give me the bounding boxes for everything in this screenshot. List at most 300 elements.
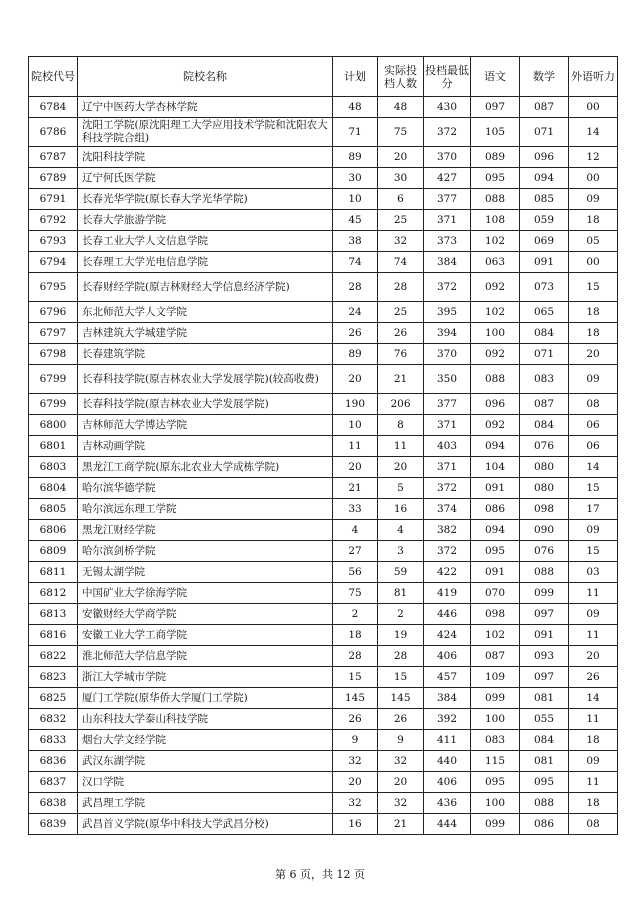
cell-chinese: 089 <box>471 147 520 168</box>
cell-min-score: 424 <box>424 625 471 646</box>
cell-min-score: 371 <box>424 210 471 231</box>
table-row <box>29 730 618 751</box>
cell-actual: 81 <box>378 583 424 604</box>
cell-name: 黑龙江财经学院 <box>78 520 333 541</box>
cell-math: 069 <box>520 231 569 252</box>
cell-chinese: 102 <box>471 625 520 646</box>
cell-min-score: 384 <box>424 252 471 273</box>
cell-name: 长春财经学院(原吉林财经大学信息经济学院) <box>78 273 333 302</box>
cell-chinese: 092 <box>471 415 520 436</box>
cell-code: 6787 <box>29 147 78 168</box>
cell-name: 山东科技大学泰山科技学院 <box>78 709 333 730</box>
cell-math: 087 <box>520 97 569 118</box>
cell-actual: 28 <box>378 273 424 302</box>
table-row <box>29 394 618 415</box>
cell-name: 长春建筑学院 <box>78 344 333 365</box>
cell-actual: 19 <box>378 625 424 646</box>
cell-math: 096 <box>520 147 569 168</box>
cell-min-score: 382 <box>424 520 471 541</box>
cell-code: 6803 <box>29 457 78 478</box>
cell-name: 沈阳工学院(原沈阳理工大学应用技术学院和沈阳农大科技学院合组) <box>78 118 333 147</box>
cell-actual: 2 <box>378 604 424 625</box>
cell-plan: 28 <box>333 273 378 302</box>
cell-min-score: 403 <box>424 436 471 457</box>
cell-name: 吉林师范大学博达学院 <box>78 415 333 436</box>
cell-code: 6816 <box>29 625 78 646</box>
cell-min-score: 394 <box>424 323 471 344</box>
cell-chinese: 102 <box>471 302 520 323</box>
cell-min-score: 406 <box>424 646 471 667</box>
cell-listening: 14 <box>569 688 618 709</box>
header-actual: 实际投档人数 <box>378 57 424 97</box>
cell-name: 哈尔滨华德学院 <box>78 478 333 499</box>
cell-math: 097 <box>520 604 569 625</box>
cell-math: 086 <box>520 814 569 835</box>
cell-listening: 12 <box>569 147 618 168</box>
cell-min-score: 370 <box>424 344 471 365</box>
cell-name: 烟台大学文经学院 <box>78 730 333 751</box>
cell-name: 武昌理工学院 <box>78 793 333 814</box>
cell-min-score: 371 <box>424 457 471 478</box>
cell-chinese: 095 <box>471 168 520 189</box>
table-row <box>29 273 618 302</box>
header-name: 院校名称 <box>78 57 333 97</box>
table-row <box>29 604 618 625</box>
cell-actual: 32 <box>378 751 424 772</box>
cell-name: 安徽财经大学商学院 <box>78 604 333 625</box>
table-row <box>29 415 618 436</box>
cell-name: 东北师范大学人文学院 <box>78 302 333 323</box>
table-row <box>29 814 618 835</box>
cell-min-score: 430 <box>424 97 471 118</box>
cell-name: 长春科技学院(原吉林农业大学发展学院) <box>78 394 333 415</box>
table-row <box>29 97 618 118</box>
cell-listening: 09 <box>569 365 618 394</box>
cell-name: 吉林建筑大学城建学院 <box>78 323 333 344</box>
cell-plan: 16 <box>333 814 378 835</box>
cell-listening: 08 <box>569 814 618 835</box>
cell-math: 055 <box>520 709 569 730</box>
cell-plan: 33 <box>333 499 378 520</box>
cell-name: 哈尔滨远东理工学院 <box>78 499 333 520</box>
cell-name: 长春大学旅游学院 <box>78 210 333 231</box>
cell-math: 080 <box>520 478 569 499</box>
cell-min-score: 373 <box>424 231 471 252</box>
cell-code: 6811 <box>29 562 78 583</box>
cell-chinese: 099 <box>471 814 520 835</box>
table-row <box>29 302 618 323</box>
cell-chinese: 088 <box>471 189 520 210</box>
cell-min-score: 422 <box>424 562 471 583</box>
cell-math: 087 <box>520 394 569 415</box>
cell-math: 094 <box>520 168 569 189</box>
table-row <box>29 365 618 394</box>
cell-math: 059 <box>520 210 569 231</box>
cell-chinese: 092 <box>471 273 520 302</box>
cell-chinese: 109 <box>471 667 520 688</box>
table-row <box>29 625 618 646</box>
cell-chinese: 100 <box>471 709 520 730</box>
cell-math: 091 <box>520 625 569 646</box>
cell-code: 6799 <box>29 394 78 415</box>
cell-code: 6833 <box>29 730 78 751</box>
cell-plan: 38 <box>333 231 378 252</box>
cell-math: 088 <box>520 793 569 814</box>
cell-min-score: 372 <box>424 273 471 302</box>
header-math: 数学 <box>520 57 569 97</box>
cell-chinese: 100 <box>471 793 520 814</box>
header-listening: 外语听力 <box>569 57 618 97</box>
cell-actual: 26 <box>378 323 424 344</box>
cell-chinese: 115 <box>471 751 520 772</box>
cell-code: 6837 <box>29 772 78 793</box>
cell-math: 097 <box>520 667 569 688</box>
table-row <box>29 323 618 344</box>
cell-listening: 15 <box>569 541 618 562</box>
cell-min-score: 377 <box>424 189 471 210</box>
cell-min-score: 370 <box>424 147 471 168</box>
cell-plan: 26 <box>333 323 378 344</box>
cell-plan: 75 <box>333 583 378 604</box>
cell-listening: 11 <box>569 772 618 793</box>
cell-code: 6793 <box>29 231 78 252</box>
cell-code: 6823 <box>29 667 78 688</box>
cell-math: 085 <box>520 189 569 210</box>
table-row <box>29 478 618 499</box>
table-row <box>29 189 618 210</box>
cell-plan: 74 <box>333 252 378 273</box>
cell-name: 黑龙江工商学院(原东北农业大学成栋学院) <box>78 457 333 478</box>
cell-plan: 145 <box>333 688 378 709</box>
cell-math: 099 <box>520 583 569 604</box>
cell-actual: 25 <box>378 302 424 323</box>
cell-plan: 27 <box>333 541 378 562</box>
cell-listening: 18 <box>569 210 618 231</box>
cell-actual: 15 <box>378 667 424 688</box>
cell-name: 淮北师范大学信息学院 <box>78 646 333 667</box>
cell-plan: 26 <box>333 709 378 730</box>
cell-min-score: 446 <box>424 604 471 625</box>
cell-chinese: 099 <box>471 688 520 709</box>
cell-code: 6789 <box>29 168 78 189</box>
cell-name: 哈尔滨剑桥学院 <box>78 541 333 562</box>
cell-math: 084 <box>520 415 569 436</box>
cell-name: 辽宁中医药大学杏林学院 <box>78 97 333 118</box>
cell-listening: 06 <box>569 415 618 436</box>
cell-actual: 4 <box>378 520 424 541</box>
cell-plan: 30 <box>333 168 378 189</box>
cell-min-score: 372 <box>424 478 471 499</box>
table-row <box>29 751 618 772</box>
cell-code: 6813 <box>29 604 78 625</box>
cell-listening: 00 <box>569 168 618 189</box>
cell-name: 武昌首义学院(原华中科技大学武昌分校) <box>78 814 333 835</box>
table-row <box>29 688 618 709</box>
cell-code: 6832 <box>29 709 78 730</box>
cell-code: 6809 <box>29 541 78 562</box>
cell-chinese: 063 <box>471 252 520 273</box>
cell-listening: 14 <box>569 457 618 478</box>
cell-min-score: 377 <box>424 394 471 415</box>
cell-code: 6800 <box>29 415 78 436</box>
table-row <box>29 667 618 688</box>
cell-actual: 26 <box>378 709 424 730</box>
table-row <box>29 344 618 365</box>
cell-actual: 28 <box>378 646 424 667</box>
cell-listening: 09 <box>569 604 618 625</box>
cell-math: 071 <box>520 344 569 365</box>
cell-min-score: 384 <box>424 688 471 709</box>
cell-min-score: 372 <box>424 118 471 147</box>
cell-actual: 16 <box>378 499 424 520</box>
cell-chinese: 070 <box>471 583 520 604</box>
cell-code: 6806 <box>29 520 78 541</box>
cell-name: 吉林动画学院 <box>78 436 333 457</box>
cell-listening: 11 <box>569 625 618 646</box>
cell-listening: 18 <box>569 302 618 323</box>
cell-plan: 56 <box>333 562 378 583</box>
cell-listening: 20 <box>569 646 618 667</box>
cell-code: 6805 <box>29 499 78 520</box>
cell-code: 6812 <box>29 583 78 604</box>
cell-math: 093 <box>520 646 569 667</box>
cell-math: 083 <box>520 365 569 394</box>
cell-plan: 2 <box>333 604 378 625</box>
cell-name: 安徽工业大学工商学院 <box>78 625 333 646</box>
table-row <box>29 457 618 478</box>
cell-name: 无锡太湖学院 <box>78 562 333 583</box>
cell-plan: 32 <box>333 793 378 814</box>
cell-math: 095 <box>520 772 569 793</box>
header-row <box>29 57 618 97</box>
table-row <box>29 520 618 541</box>
cell-plan: 4 <box>333 520 378 541</box>
header-chinese: 语文 <box>471 57 520 97</box>
cell-min-score: 374 <box>424 499 471 520</box>
cell-plan: 89 <box>333 344 378 365</box>
cell-plan: 20 <box>333 772 378 793</box>
cell-code: 6801 <box>29 436 78 457</box>
cell-listening: 05 <box>569 231 618 252</box>
cell-actual: 76 <box>378 344 424 365</box>
cell-code: 6836 <box>29 751 78 772</box>
cell-code: 6786 <box>29 118 78 147</box>
table-row <box>29 562 618 583</box>
cell-plan: 71 <box>333 118 378 147</box>
cell-math: 071 <box>520 118 569 147</box>
cell-actual: 6 <box>378 189 424 210</box>
cell-plan: 18 <box>333 625 378 646</box>
cell-code: 6839 <box>29 814 78 835</box>
cell-name: 长春光华学院(原长春大学光华学院) <box>78 189 333 210</box>
cell-actual: 74 <box>378 252 424 273</box>
table-row <box>29 118 618 147</box>
cell-name: 辽宁何氏医学院 <box>78 168 333 189</box>
cell-min-score: 395 <box>424 302 471 323</box>
cell-actual: 25 <box>378 210 424 231</box>
table-row <box>29 793 618 814</box>
cell-name: 沈阳科技学院 <box>78 147 333 168</box>
cell-name: 厦门工学院(原华侨大学厦门工学院) <box>78 688 333 709</box>
cell-min-score: 372 <box>424 541 471 562</box>
table-row <box>29 168 618 189</box>
cell-name: 浙江大学城市学院 <box>78 667 333 688</box>
cell-plan: 20 <box>333 365 378 394</box>
cell-listening: 09 <box>569 751 618 772</box>
cell-actual: 59 <box>378 562 424 583</box>
cell-chinese: 095 <box>471 772 520 793</box>
cell-math: 080 <box>520 457 569 478</box>
cell-actual: 30 <box>378 168 424 189</box>
cell-chinese: 087 <box>471 646 520 667</box>
cell-math: 073 <box>520 273 569 302</box>
cell-listening: 09 <box>569 189 618 210</box>
cell-plan: 10 <box>333 415 378 436</box>
cell-min-score: 427 <box>424 168 471 189</box>
table-row <box>29 709 618 730</box>
cell-plan: 89 <box>333 147 378 168</box>
cell-chinese: 104 <box>471 457 520 478</box>
cell-actual: 75 <box>378 118 424 147</box>
cell-math: 098 <box>520 499 569 520</box>
page-footer: 第 6 页，共 12 页 <box>275 868 365 881</box>
cell-name: 长春科技学院(原吉林农业大学发展学院)(较高收费) <box>78 365 333 394</box>
cell-chinese: 092 <box>471 344 520 365</box>
table-row <box>29 252 618 273</box>
cell-math: 084 <box>520 730 569 751</box>
admission-table <box>28 56 618 835</box>
cell-listening: 09 <box>569 520 618 541</box>
cell-code: 6796 <box>29 302 78 323</box>
cell-actual: 8 <box>378 415 424 436</box>
cell-math: 076 <box>520 541 569 562</box>
cell-code: 6791 <box>29 189 78 210</box>
cell-chinese: 086 <box>471 499 520 520</box>
table-row <box>29 772 618 793</box>
cell-listening: 18 <box>569 323 618 344</box>
cell-listening: 14 <box>569 118 618 147</box>
cell-min-score: 436 <box>424 793 471 814</box>
cell-actual: 20 <box>378 772 424 793</box>
cell-code: 6795 <box>29 273 78 302</box>
cell-listening: 15 <box>569 273 618 302</box>
cell-actual: 21 <box>378 365 424 394</box>
cell-math: 081 <box>520 688 569 709</box>
cell-chinese: 091 <box>471 478 520 499</box>
cell-actual: 32 <box>378 793 424 814</box>
cell-math: 084 <box>520 323 569 344</box>
cell-math: 081 <box>520 751 569 772</box>
cell-name: 长春工业大学人文信息学院 <box>78 231 333 252</box>
cell-listening: 00 <box>569 252 618 273</box>
cell-math: 090 <box>520 520 569 541</box>
cell-chinese: 091 <box>471 562 520 583</box>
cell-min-score: 371 <box>424 415 471 436</box>
cell-min-score: 350 <box>424 365 471 394</box>
table-row <box>29 436 618 457</box>
cell-chinese: 102 <box>471 231 520 252</box>
cell-plan: 24 <box>333 302 378 323</box>
cell-math: 091 <box>520 252 569 273</box>
cell-plan: 28 <box>333 646 378 667</box>
cell-chinese: 097 <box>471 97 520 118</box>
cell-min-score: 457 <box>424 667 471 688</box>
cell-actual: 9 <box>378 730 424 751</box>
cell-actual: 32 <box>378 231 424 252</box>
table-row <box>29 147 618 168</box>
cell-chinese: 083 <box>471 730 520 751</box>
cell-actual: 3 <box>378 541 424 562</box>
cell-name: 长春理工大学光电信息学院 <box>78 252 333 273</box>
cell-listening: 11 <box>569 709 618 730</box>
table-row <box>29 499 618 520</box>
table-row <box>29 231 618 252</box>
table-row <box>29 646 618 667</box>
cell-listening: 08 <box>569 394 618 415</box>
cell-chinese: 094 <box>471 436 520 457</box>
header-plan: 计划 <box>333 57 378 97</box>
cell-code: 6794 <box>29 252 78 273</box>
cell-math: 065 <box>520 302 569 323</box>
cell-plan: 9 <box>333 730 378 751</box>
cell-actual: 206 <box>378 394 424 415</box>
cell-actual: 11 <box>378 436 424 457</box>
cell-code: 6838 <box>29 793 78 814</box>
cell-math: 076 <box>520 436 569 457</box>
cell-name: 中国矿业大学徐海学院 <box>78 583 333 604</box>
cell-code: 6798 <box>29 344 78 365</box>
cell-chinese: 095 <box>471 541 520 562</box>
cell-listening: 18 <box>569 730 618 751</box>
cell-listening: 03 <box>569 562 618 583</box>
cell-listening: 26 <box>569 667 618 688</box>
cell-min-score: 392 <box>424 709 471 730</box>
cell-code: 6804 <box>29 478 78 499</box>
cell-plan: 48 <box>333 97 378 118</box>
cell-listening: 15 <box>569 478 618 499</box>
cell-plan: 10 <box>333 189 378 210</box>
cell-plan: 21 <box>333 478 378 499</box>
cell-actual: 5 <box>378 478 424 499</box>
header-code: 院校代号 <box>29 57 78 97</box>
table-row <box>29 210 618 231</box>
cell-chinese: 098 <box>471 604 520 625</box>
cell-chinese: 105 <box>471 118 520 147</box>
cell-actual: 20 <box>378 147 424 168</box>
cell-code: 6799 <box>29 365 78 394</box>
cell-name: 武汉东湖学院 <box>78 751 333 772</box>
cell-plan: 190 <box>333 394 378 415</box>
table-row <box>29 541 618 562</box>
cell-actual: 20 <box>378 457 424 478</box>
table-body <box>29 97 618 835</box>
cell-min-score: 440 <box>424 751 471 772</box>
cell-chinese: 094 <box>471 520 520 541</box>
cell-listening: 00 <box>569 97 618 118</box>
cell-listening: 11 <box>569 583 618 604</box>
cell-min-score: 406 <box>424 772 471 793</box>
cell-math: 088 <box>520 562 569 583</box>
cell-listening: 18 <box>569 793 618 814</box>
cell-code: 6792 <box>29 210 78 231</box>
cell-min-score: 411 <box>424 730 471 751</box>
cell-actual: 21 <box>378 814 424 835</box>
cell-code: 6797 <box>29 323 78 344</box>
cell-listening: 06 <box>569 436 618 457</box>
cell-plan: 45 <box>333 210 378 231</box>
cell-name: 汉口学院 <box>78 772 333 793</box>
cell-plan: 15 <box>333 667 378 688</box>
